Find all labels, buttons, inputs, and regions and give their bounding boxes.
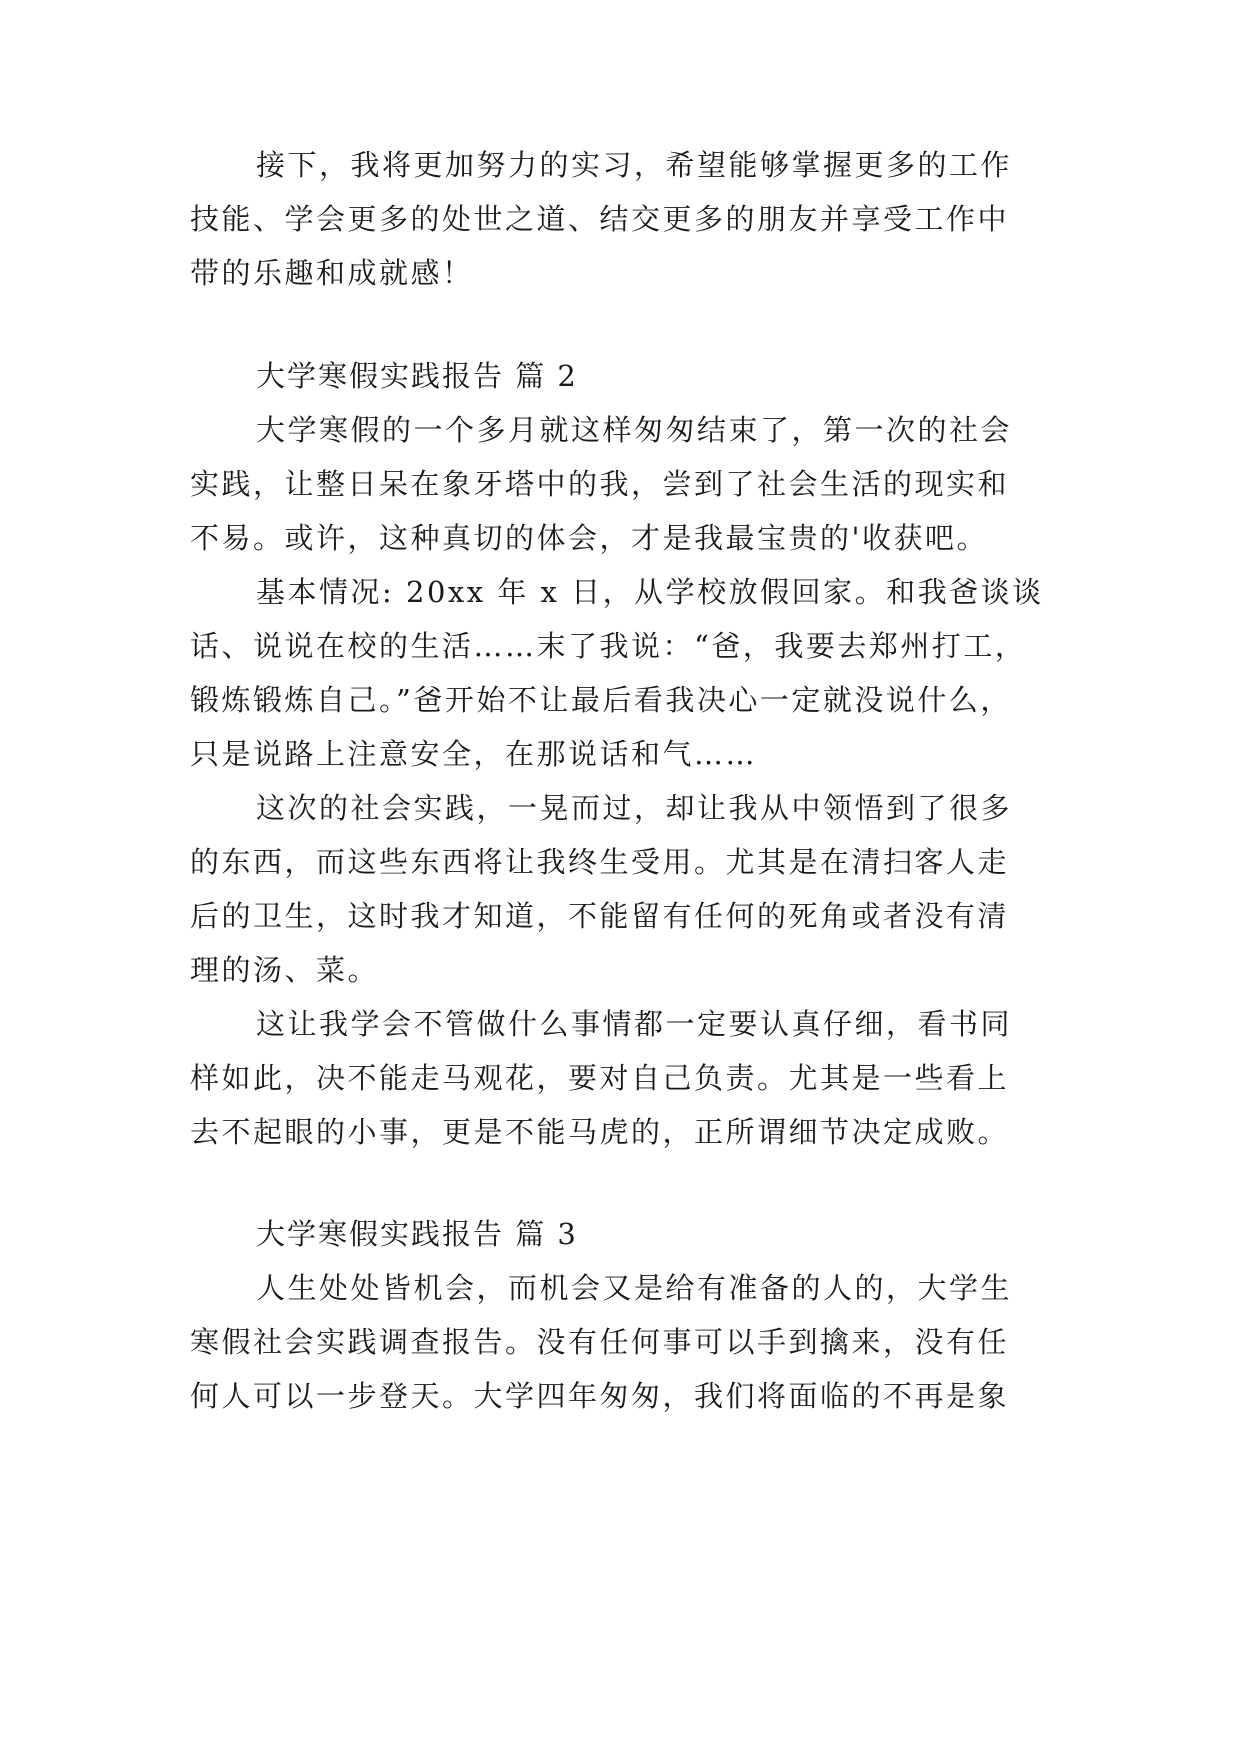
paragraph-2-line-1: 大学寒假的一个多月就这样匆匆结束了，第一次的社会 (256, 413, 1013, 447)
paragraph-6-line-2: 寒假社会实践调查报告。没有任何事可以手到擒来，没有任 (190, 1325, 1010, 1359)
paragraph-6-line-3: 何人可以一步登天。大学四年匆匆，我们将面临的不再是象 (190, 1379, 1010, 1413)
paragraph-5-line-3: 去不起眼的小事，更是不能马虎的，正所谓细节决定成败。 (190, 1115, 1010, 1149)
paragraph-4-line-3: 后的卫生，这时我才知道，不能留有任何的死角或者没有清 (190, 899, 1010, 933)
paragraph-1-line-3: 带的乐趣和成就感！ (190, 256, 474, 290)
section-heading-2: 大学寒假实践报告 篇 2 (256, 359, 578, 393)
paragraph-4-line-4: 理的汤、菜。 (190, 953, 380, 987)
paragraph-1-line-2: 技能、学会更多的处世之道、结交更多的朋友并享受工作中 (190, 202, 1010, 236)
paragraph-3-line-4: 只是说路上注意安全，在那说话和气…… (190, 737, 758, 771)
paragraph-3-line-1: 基本情况: 20xx 年 x 日，从学校放假回家。和我爸谈谈 (256, 575, 1044, 609)
section-heading-3: 大学寒假实践报告 篇 3 (256, 1217, 578, 1251)
paragraph-4-line-1: 这次的社会实践，一晃而过，却让我从中领悟到了很多 (256, 791, 1013, 825)
paragraph-1-line-1: 接下，我将更加努力的实习，希望能够掌握更多的工作 (256, 148, 1013, 182)
paragraph-4-line-2: 的东西，而这些东西将让我终生受用。尤其是在清扫客人走 (190, 845, 1010, 879)
paragraph-5-line-2: 样如此，决不能走马观花，要对自己负责。尤其是一些看上 (190, 1061, 1010, 1095)
paragraph-3-line-3: 锻炼锻炼自己。”爸开始不让最后看我决心一定就没说什么， (190, 683, 1012, 717)
paragraph-2-line-2: 实践，让整日呆在象牙塔中的我，尝到了社会生活的现实和 (190, 467, 1010, 501)
paragraph-2-line-3: 不易。或许，这种真切的体会，才是我最宝贵的'收获吧。 (190, 521, 988, 555)
paragraph-5-line-1: 这让我学会不管做什么事情都一定要认真仔细，看书同 (256, 1007, 1013, 1041)
paragraph-3-line-2: 话、说说在校的生活……末了我说：“爸，我要去郑州打工， (190, 629, 1027, 663)
paragraph-6-line-1: 人生处处皆机会，而机会又是给有准备的人的，大学生 (256, 1271, 1013, 1305)
